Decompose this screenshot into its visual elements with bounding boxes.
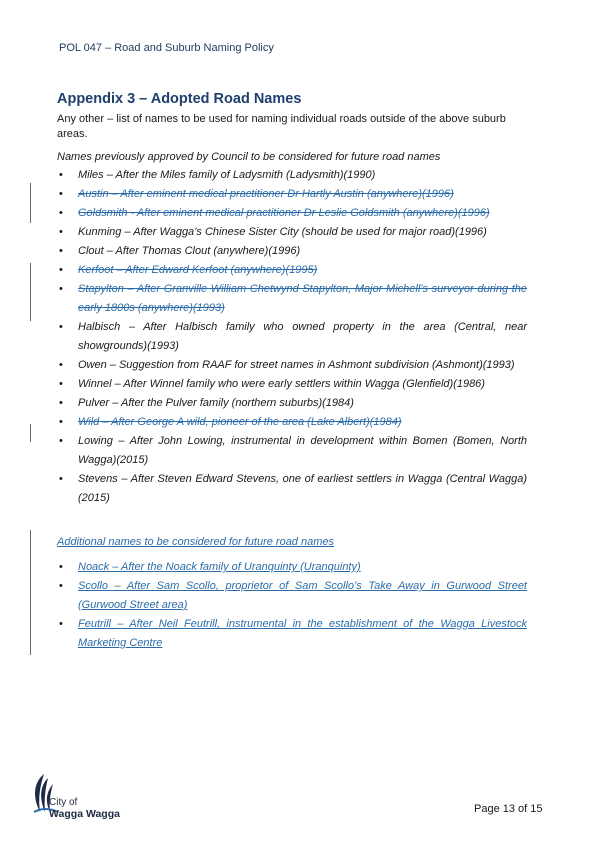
list-item-text: Owen – Suggestion from RAAF for street names in Ashmont subdivision (Ashmont)(1993) xyxy=(78,359,515,371)
list-item xyxy=(57,577,527,615)
list-item-text: Kunming – After Wagga’s Chinese Sister City (should be used for major road)(1996) xyxy=(78,226,487,238)
bullet-icon: • xyxy=(59,580,63,592)
list-item xyxy=(57,394,527,413)
bullet-icon: • xyxy=(59,207,63,219)
bullet-icon: • xyxy=(59,397,63,409)
list-item xyxy=(57,375,527,394)
bullet-icon: • xyxy=(59,245,63,257)
bullet-icon: • xyxy=(59,226,63,238)
list-item xyxy=(57,615,527,653)
list-item xyxy=(57,223,527,242)
list-item-text: Pulver – After the Pulver family (northern suburbs)(1984) xyxy=(78,397,354,409)
list-item-text: Scollo – After Sam Scollo, proprietor of Sam Scollo’s Take Away in Gurwood Street (Gurwood Street area) xyxy=(78,580,527,611)
bullet-icon: • xyxy=(59,321,63,333)
list-item xyxy=(57,470,527,508)
list-item xyxy=(57,280,527,318)
bullet-icon: • xyxy=(59,169,63,181)
list-item-text: Lowing – After John Lowing, instrumental in development within Bomen (Bomen, North Wagga)(2015) xyxy=(78,435,527,466)
list-item xyxy=(57,356,527,375)
list-item xyxy=(57,318,527,356)
list-item xyxy=(57,432,527,470)
bullet-icon: • xyxy=(59,473,63,485)
list-item xyxy=(57,185,527,204)
list-item-text: Stapylton – After Granville William Chetwynd Stapylton, Major Michell’s surveyor during the early 1800s (anywhere)(1993) xyxy=(78,283,527,314)
bullet-icon: • xyxy=(59,264,63,276)
page-header: POL 047 – Road and Suburb Naming Policy xyxy=(59,42,274,54)
list-item-text: Goldsmith - After eminent medical practitioner Dr Leslie Goldsmith (anywhere)(1996) xyxy=(78,207,490,219)
list-item-text: Feutrill – After Neil Feutrill, instrumental in the establishment of the Wagga Livestock Marketing Centre xyxy=(78,618,527,649)
appendix-heading: Appendix 3 – Adopted Road Names xyxy=(57,91,302,107)
list-item-text: Noack – After the Noack family of Uranquinty (Uranquinty) xyxy=(78,561,361,573)
list-item-text: Stevens – After Steven Edward Stevens, one of earliest settlers in Wagga (Central Wagga)(2015) xyxy=(78,473,527,504)
list-item-text: Miles – After the Miles family of Ladysmith (Ladysmith)(1990) xyxy=(78,169,376,181)
appendix-intro: Any other – list of names to be used for naming individual roads outside of the above suburb areas. xyxy=(57,113,506,140)
list-item xyxy=(57,242,527,261)
logo-line-1: City of xyxy=(49,797,78,808)
list-item-text: Kerfoot – After Edward Kerfoot (anywhere)(1995) xyxy=(78,264,318,276)
additional-names-subheading: Additional names to be considered for future road names xyxy=(57,536,334,548)
bullet-icon: • xyxy=(59,416,63,428)
previous-names-list xyxy=(57,166,527,508)
change-bar xyxy=(30,183,31,223)
page-number: Page 13 of 15 xyxy=(474,803,543,815)
list-item xyxy=(57,413,527,432)
list-item-text: Winnel – After Winnel family who were early settlers within Wagga (Glenfield)(1986) xyxy=(78,378,485,390)
bullet-icon: • xyxy=(59,435,63,447)
bullet-icon: • xyxy=(59,378,63,390)
bullet-icon: • xyxy=(59,188,63,200)
list-item xyxy=(57,558,527,577)
list-item-text: Austin – After eminent medical practitioner Dr Hartly Austin (anywhere)(1996) xyxy=(78,188,454,200)
additional-names-list xyxy=(57,558,527,653)
previous-names-subheading: Names previously approved by Council to be considered for future road names xyxy=(57,151,441,163)
list-item-text: Clout – After Thomas Clout (anywhere)(1996) xyxy=(78,245,301,257)
list-item xyxy=(57,261,527,280)
list-item-text: Halbisch – After Halbisch family who owned property in the area (Central, near showgrounds)(1993) xyxy=(78,321,527,352)
bullet-icon: • xyxy=(59,618,63,630)
list-item-text: Wild – After George A wild, pioneer of the area (Lake Albert)(1984) xyxy=(78,416,402,428)
change-bar xyxy=(30,424,31,442)
logo-line-2: Wagga Wagga xyxy=(49,808,120,820)
bullet-icon: • xyxy=(59,359,63,371)
bullet-icon: • xyxy=(59,561,63,573)
list-item xyxy=(57,204,527,223)
bullet-icon: • xyxy=(59,283,63,295)
change-bar xyxy=(30,530,31,655)
list-item xyxy=(57,166,527,185)
change-bar xyxy=(30,263,31,321)
